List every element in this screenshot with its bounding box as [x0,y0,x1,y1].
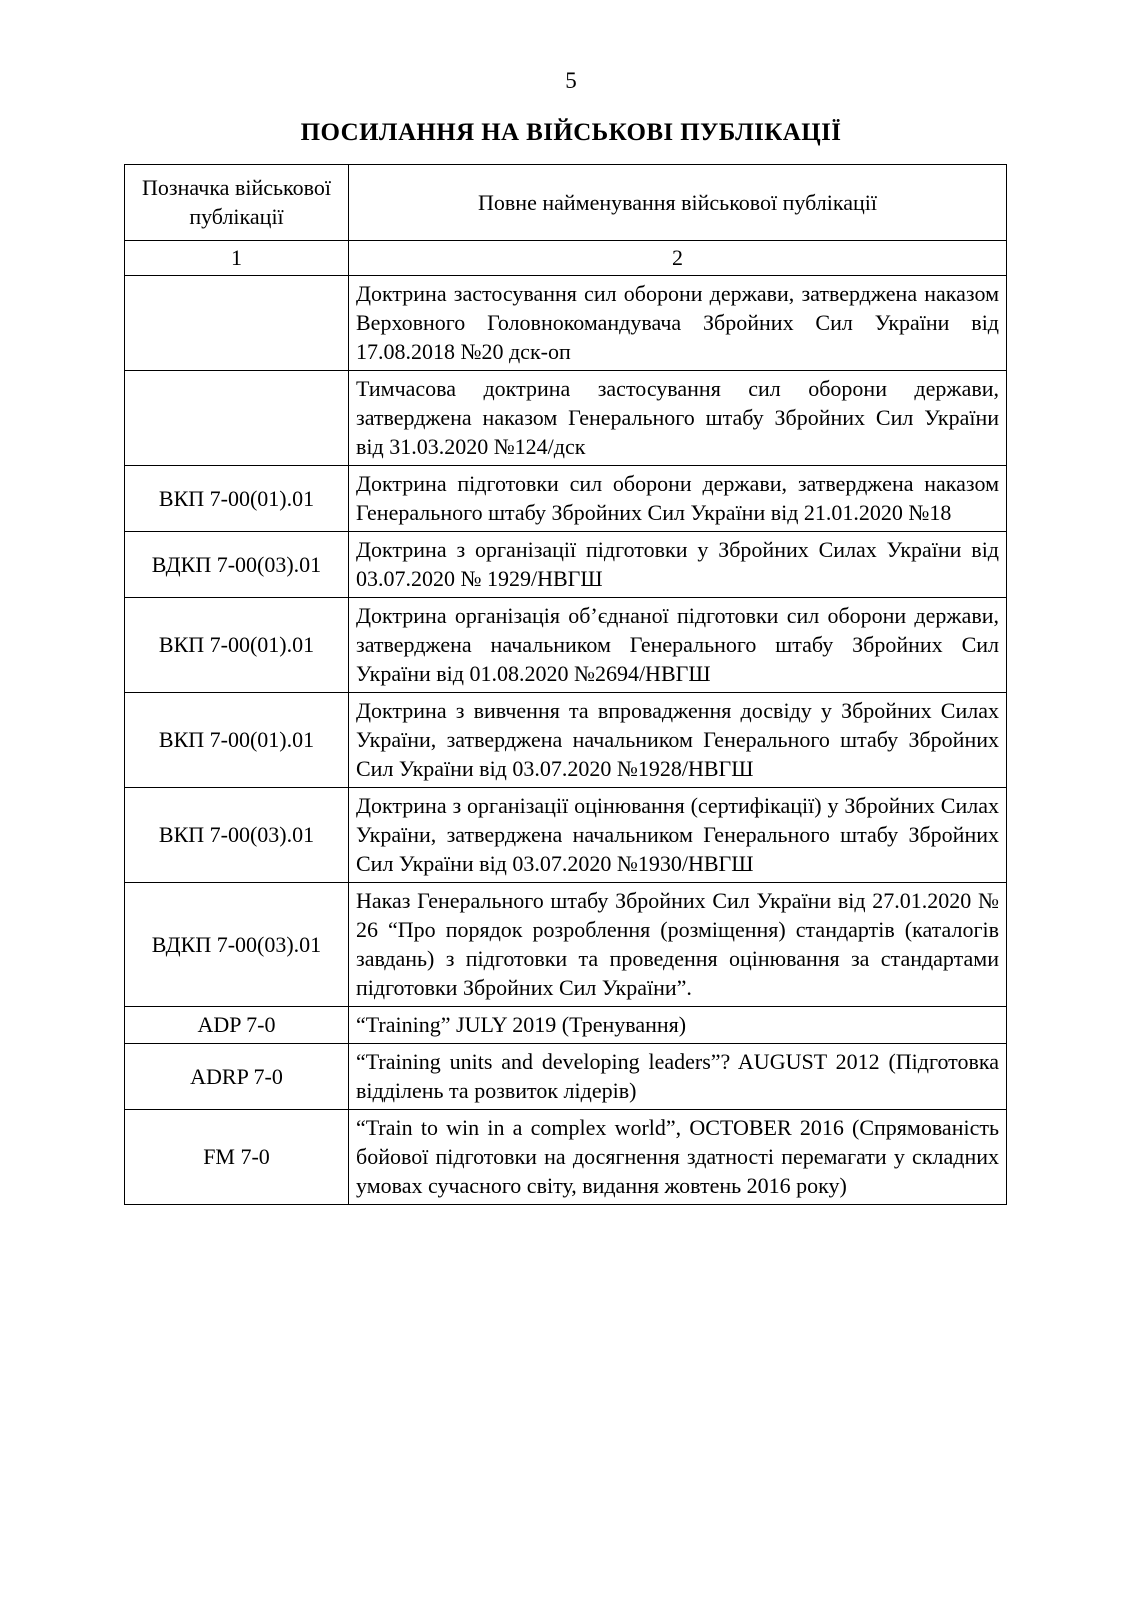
column-header-publication-name: Повне найменування військової публікації [349,165,1007,241]
table-row [125,1007,1007,1044]
publication-name-cell: Доктрина підготовки сил оборони держави, затверджена наказом Генерального штабу Збройних Сил України від 21.01.2020 №18 [349,466,1007,532]
military-publications-table [124,164,1007,1205]
publication-code-cell: ВДКП 7-00(03).01 [125,532,349,598]
publication-name-cell: Доктрина з організації підготовки у Збройних Силах України від 03.07.2020 № 1929/НВГШ [349,532,1007,598]
column-number-2: 2 [349,241,1007,276]
table-row [125,1044,1007,1110]
publication-name-cell: “Training” JULY 2019 (Тренування) [349,1007,1007,1044]
table-row [125,788,1007,883]
publication-name-cell: Доктрина організація об’єднаної підготовки сил оборони держави, затверджена начальником Генерального штабу Збройних Сил України від 01.08.2020 №2694/НВГШ [349,598,1007,693]
table-header-row [125,165,1007,241]
publication-code-cell-empty [125,276,349,371]
publication-name-cell: Доктрина з організації оцінювання (сертифікації) у Збройних Силах України, затверджена начальником Генерального штабу Збройних Сил України від 03.07.2020 №1930/НВГШ [349,788,1007,883]
table-column-number-row [125,241,1007,276]
publication-code-cell: ВКП 7-00(01).01 [125,466,349,532]
publication-code-cell: ADP 7-0 [125,1007,349,1044]
publication-name-cell: “Training units and developing leaders”? AUGUST 2012 (Підготовка відділень та розвиток лідерів) [349,1044,1007,1110]
publication-name-cell: Доктрина з вивчення та впровадження досвіду у Збройних Силах України, затверджена начальником Генерального штабу Збройних Сил України від 03.07.2020 №1928/НВГШ [349,693,1007,788]
publication-code-cell: ВКП 7-00(03).01 [125,788,349,883]
table-row [125,466,1007,532]
publication-name-cell: Доктрина застосування сил оборони держави, затверджена наказом Верховного Головнокомандувача Збройних Сил України від 17.08.2018 №20 дск-оп [349,276,1007,371]
publication-name-cell: Тимчасова доктрина застосування сил оборони держави, затверджена наказом Генерального штабу Збройних Сил України від 31.03.2020 №124/дск [349,371,1007,466]
publication-code-cell: ВКП 7-00(01).01 [125,693,349,788]
publication-code-cell: FM 7-0 [125,1110,349,1205]
table-row [125,371,1007,466]
publication-name-cell: “Train to win in a complex world”, OCTOBER 2016 (Спрямованість бойової підготовки на досягнення здатності перемагати у складних умовах сучасного світу, видання жовтень 2016 року) [349,1110,1007,1205]
table-header [125,165,1007,276]
publication-code-cell: ВДКП 7-00(03).01 [125,883,349,1007]
publication-code-cell-empty [125,371,349,466]
table-row [125,693,1007,788]
publication-code-cell: ВКП 7-00(01).01 [125,598,349,693]
page-number: 5 [565,68,577,93]
table-body [125,276,1007,1205]
table-row [125,598,1007,693]
table-row [125,883,1007,1007]
page-title: ПОСИЛАННЯ НА ВІЙСЬКОВІ ПУБЛІКАЦІЇ [300,119,842,146]
table-row [125,1110,1007,1205]
publication-code-cell: ADRP 7-0 [125,1044,349,1110]
column-number-1: 1 [125,241,349,276]
column-header-publication-code: Позначка військової публікації [125,165,349,241]
table-row [125,276,1007,371]
publication-name-cell: Наказ Генерального штабу Збройних Сил України від 27.01.2020 № 26 “Про порядок розроблення (розміщення) стандартів (каталогів завдань) з підготовки та проведення оцінювання за стандартами підготовки Збройних Сил України”. [349,883,1007,1007]
table-row [125,532,1007,598]
